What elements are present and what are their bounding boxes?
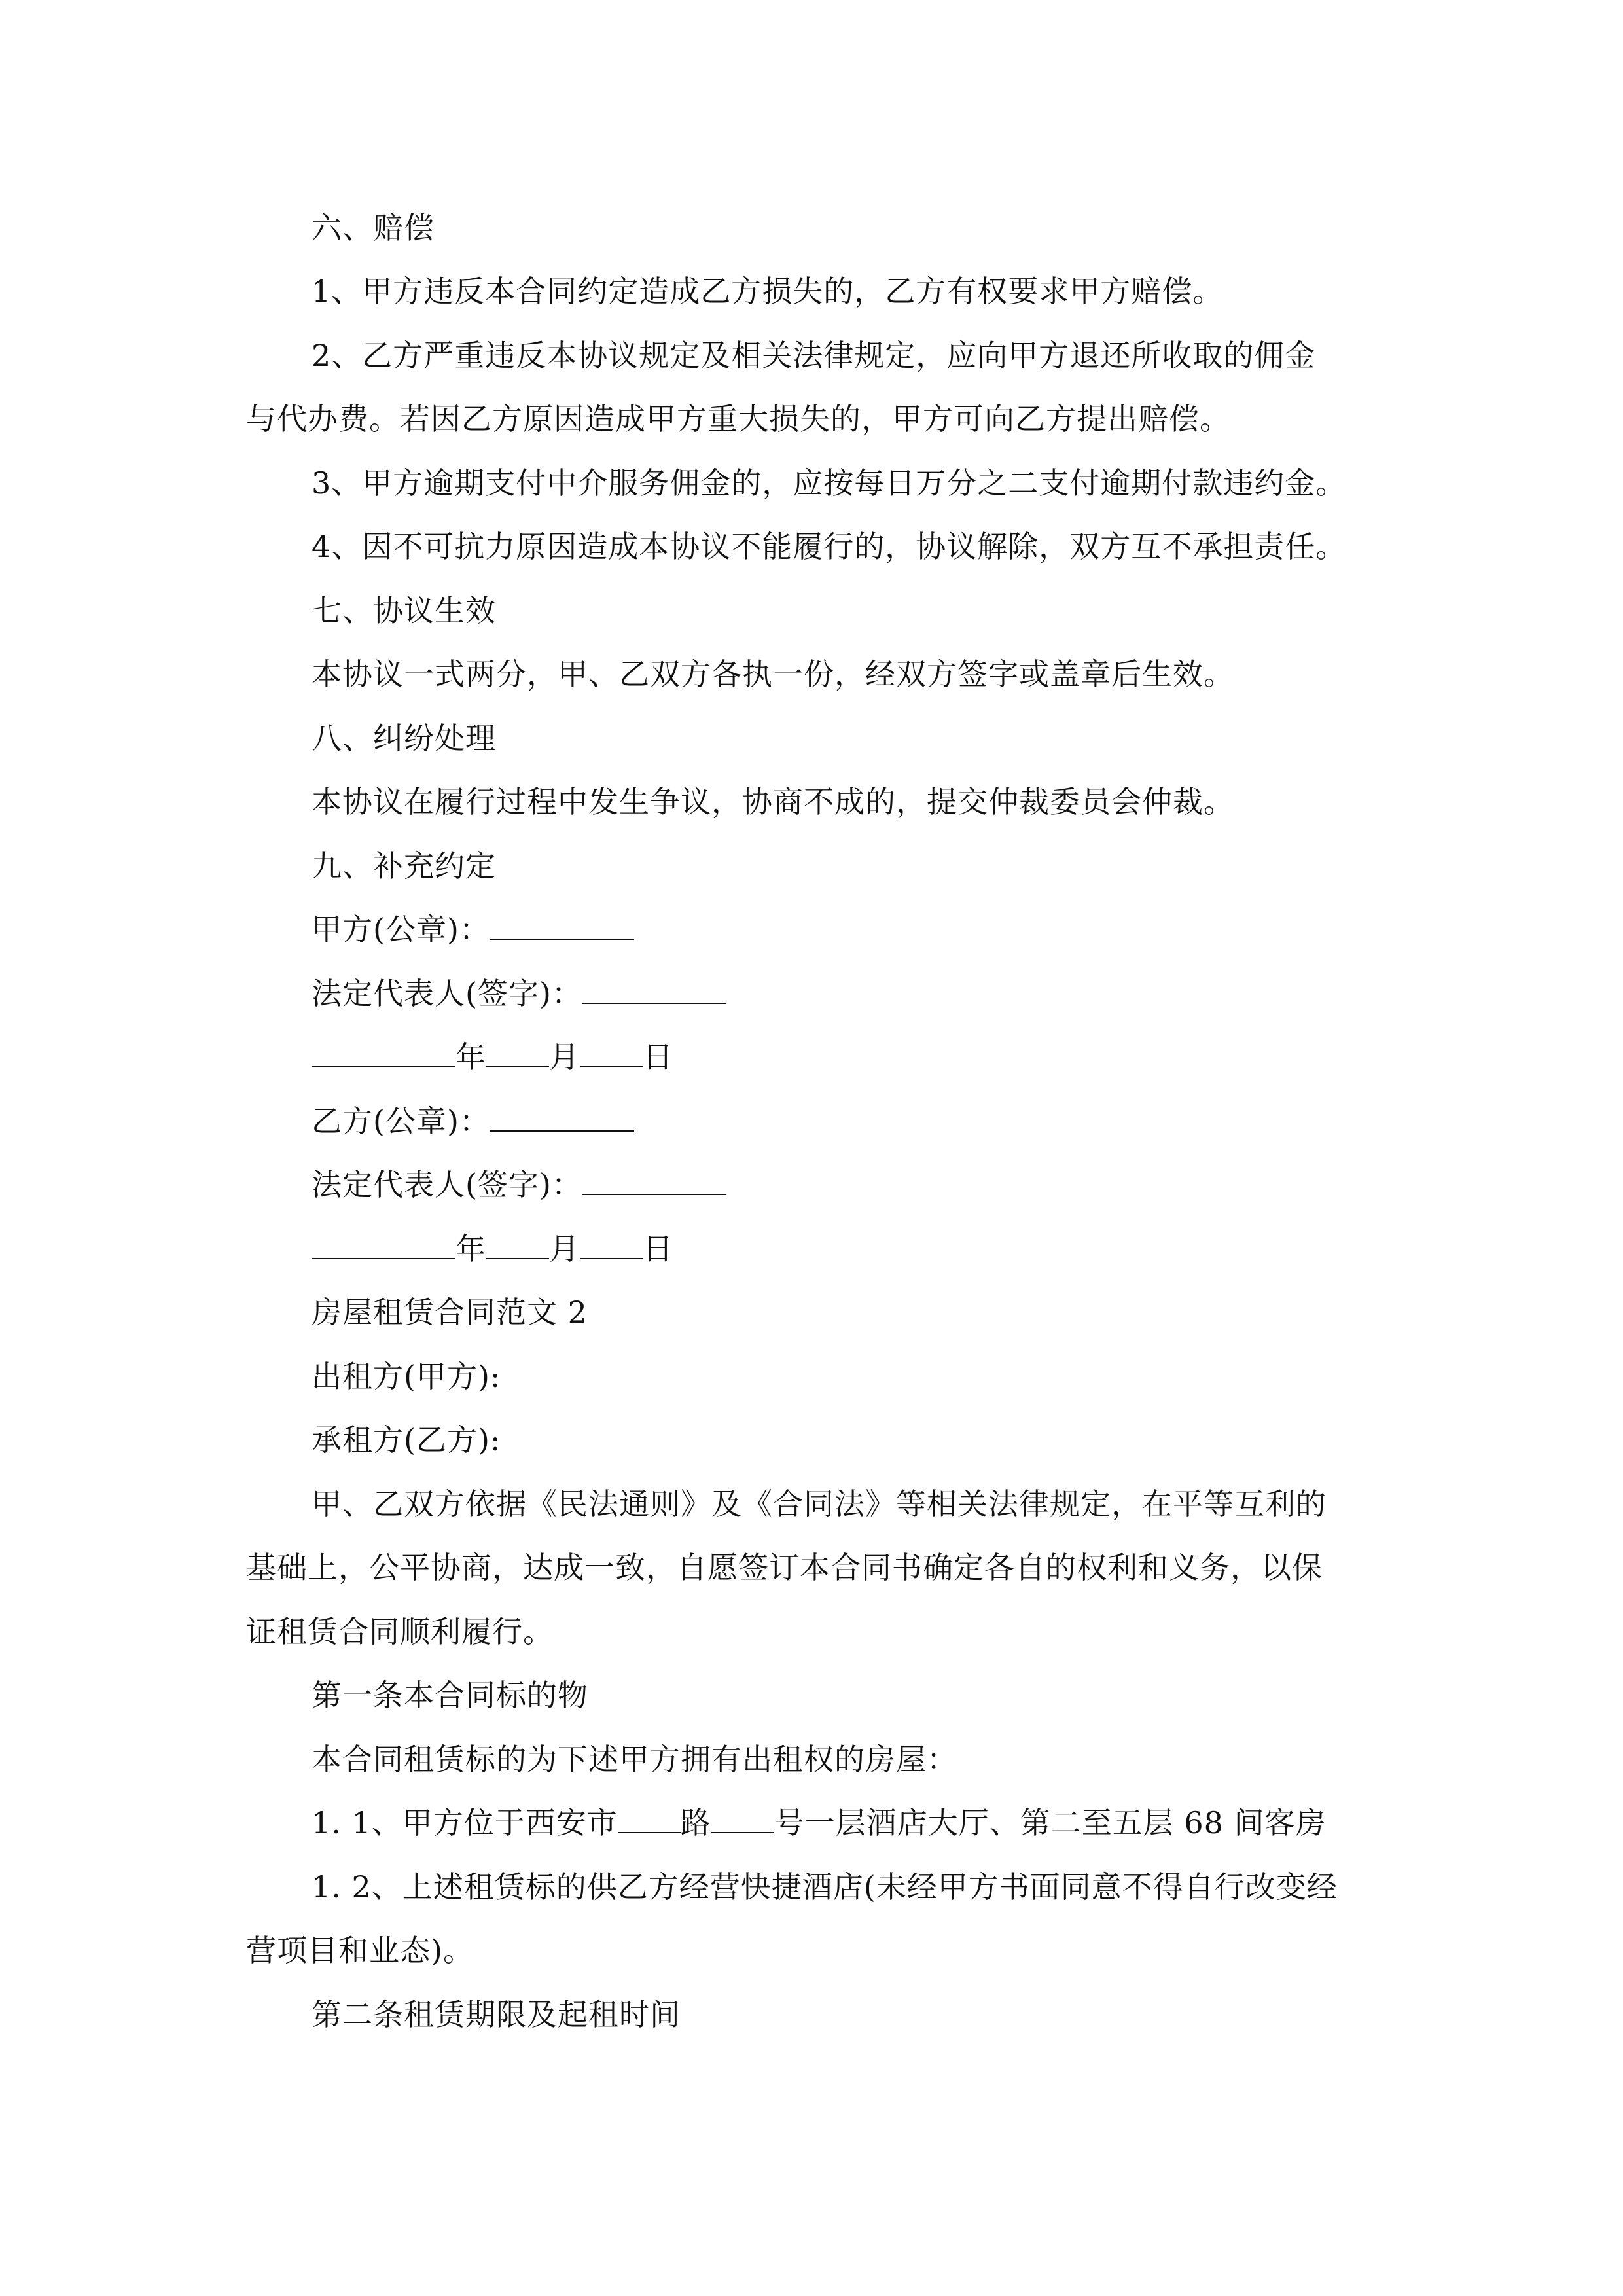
party-b-seal-row	[312, 1102, 634, 1141]
s7-text: 本协议一式两分，甲、乙双方各执一份，经双方签字或盖章后生效。	[312, 656, 1234, 692]
year-label: 年	[455, 1039, 486, 1075]
month-label: 月	[549, 1231, 580, 1266]
section-8-title: 八、纠纷处理	[312, 721, 496, 756]
month-blank	[486, 1229, 549, 1259]
legal-rep-b-row	[312, 1165, 726, 1204]
legal-rep-a-row	[312, 974, 726, 1013]
preamble-line-3: 证租赁合同顺利履行。	[246, 1614, 554, 1649]
preamble-line-2: 基础上，公平协商，达成一致，自愿签订本合同书确定各自的权利和义务，以保	[246, 1550, 1323, 1585]
sample-2-title: 房屋租赁合同范文 2	[312, 1295, 588, 1330]
s6-item-3: 3、甲方逾期支付中介服务佣金的，应按每日万分之二支付逾期付款违约金。	[312, 465, 1347, 501]
year-blank	[312, 1037, 455, 1067]
party-a-seal-label: 甲方(公章)：	[312, 912, 490, 947]
article-1-2-line-2: 营项目和业态)。	[246, 1933, 474, 1968]
article-1-text: 本合同租赁标的为下述甲方拥有出租权的房屋：	[312, 1742, 957, 1777]
lessor-label: 出租方(甲方):	[312, 1359, 501, 1394]
article-1-title: 第一条本合同标的物	[312, 1677, 588, 1713]
s6-item-2-line-1: 2、乙方严重违反本协议规定及相关法律规定，应向甲方退还所收取的佣金	[312, 338, 1316, 373]
party-a-seal-blank	[490, 910, 634, 940]
a1-1-prefix: 1. 1、甲方位于西安市	[312, 1805, 618, 1840]
a1-1-suffix: 号一层酒店大厅、第二至五层 68 间客房	[774, 1805, 1327, 1840]
month-label: 月	[549, 1039, 580, 1075]
s6-item-2-line-2: 与代办费。若因乙方原因造成甲方重大损失的，甲方可向乙方提出赔偿。	[246, 401, 1230, 437]
article-2-title: 第二条租赁期限及起租时间	[312, 1997, 681, 2032]
preamble-line-1: 甲、乙双方依据《民法通则》及《合同法》等相关法律规定，在平等互利的	[312, 1486, 1327, 1522]
day-label: 日	[643, 1039, 673, 1075]
legal-rep-b-blank	[582, 1165, 726, 1195]
party-a-seal-row	[312, 910, 634, 949]
section-9-title: 九、补充约定	[312, 848, 496, 884]
day-label: 日	[643, 1231, 673, 1266]
road-blank	[618, 1803, 681, 1833]
legal-rep-b-label: 法定代表人(签字)：	[312, 1167, 582, 1202]
legal-rep-a-label: 法定代表人(签字)：	[312, 976, 582, 1011]
year-blank	[312, 1229, 455, 1259]
s6-item-1: 1、甲方违反本合同约定造成乙方损失的，乙方有权要求甲方赔偿。	[312, 274, 1224, 309]
party-b-seal-blank	[490, 1102, 634, 1132]
party-b-seal-label: 乙方(公章)：	[312, 1103, 490, 1139]
section-6-title: 六、赔偿	[312, 210, 435, 245]
article-1-1	[312, 1803, 1327, 1842]
month-blank	[486, 1037, 549, 1067]
a1-1-road: 路	[680, 1805, 711, 1840]
s6-item-4: 4、因不可抗力原因造成本协议不能履行的，协议解除，双方互不承担责任。	[312, 529, 1347, 564]
day-blank	[580, 1229, 643, 1259]
date-row-a	[312, 1037, 673, 1077]
year-label: 年	[455, 1231, 486, 1266]
section-7-title: 七、协议生效	[312, 593, 496, 628]
s8-text: 本协议在履行过程中发生争议，协商不成的，提交仲裁委员会仲裁。	[312, 784, 1234, 819]
number-blank	[711, 1803, 774, 1833]
lessee-label: 承租方(乙方):	[312, 1422, 501, 1458]
legal-rep-a-blank	[582, 974, 726, 1004]
article-1-2-line-1: 1. 2、上述租赁标的供乙方经营快捷酒店(未经甲方书面同意不得自行改变经	[312, 1869, 1338, 1905]
date-row-b	[312, 1229, 673, 1268]
day-blank	[580, 1037, 643, 1067]
